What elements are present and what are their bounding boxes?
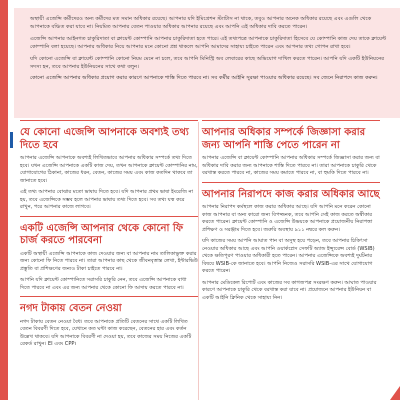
left-column [20,120,198,353]
section-paragraph: একটি অস্থায়ী এজেন্সি আপনাকে কাজ দেওয়ার জন্য বা আপনার নাম তালিকাভুক্ত করার জন্য কোনো ফি নিতে পারবে না। তারা আপনার কাছ থেকে জীবনবৃত্তান্ত লেখা, ইন্টারভিউ প্রস্তুতি বা প্রশিক্ষণের জন্যও টাকা চাইতে পারবে না। [20,250,198,272]
section-paragraph: আপনার এজেন্সি বা ক্লায়েন্ট কোম্পানি আপনার অধিকার সম্পর্কে জিজ্ঞাসা করার জন্য বা অধিকার দাবি করার জন্য আপনাকে শাস্তি দিতে পারবে না। তারা আপনাকে চাকুরি থেকে বরখাস্ত করতে পারবে না, কাজের সময় কমাতে পারবে না, বা হুমকি দিতে পারবে না। [202,155,380,176]
section-paragraph: যদি কাজের সময় আপনি আঘাত পান বা অসুস্থ হয়ে পড়েন, তবে আপনার চিকিৎসা নেওয়ার অধিকার আছে এবং আপনি ওয়ার্কপ্লেস সেফটি অ্যান্ড ইন্স্যুরেন্স বোর্ড (WSIB) থেকে ক্ষতিপূরণ পাওয়ার অধিকারী হতে পারেন। আপনার এজেন্সিকে অবশ্যই দুর্ঘটনার বিষয়ে WSIB-কে জানাতে হবে। আপনি নিজেও সরাসরি WSIB-এর সাথে যোগাযোগ করতে পারেন। [202,238,375,274]
section-no-reprisal [202,120,380,178]
column-separator [198,122,199,400]
section-heading: আপনার নিরাপদে কাজ করার অধিকার আছে [202,182,380,202]
section-heading: যে কোনো এজেন্সি আপনাকে অবশ্যই তথ্য দিতে হবে [20,120,198,152]
section-paragraph: আপনার মেডিকেল রিপোর্ট এবং কাজের সব কাগজপত্র সংরক্ষণ করুন। আঘাত পাওয়ার কারণে আপনাকে চাকুরি থেকে বরখাস্ত করা যাবে না। প্রয়োজনে আপনার ইউনিয়ন বা একটি আইনি ক্লিনিক থেকে সাহায্য নিন। [202,279,377,301]
section-no-fees [20,216,198,293]
section-heading: আপনার অধিকার সম্পর্কে জিজ্ঞাসা করার জন্য আপনি শাস্তি পেতে পারেন না [202,120,380,152]
intro-paragraph: এজেন্সি আপনার আইনগত চাকুরিদাতা বা ক্লায়েন্ট কোম্পানি আপনার চাকুরিদাতা হতে পারে। এই তথ্যপত্রে আপনাকে চাকুরিদাতা হিসেবে যে কোম্পানি কাজ দেয় তাকে ক্লায়েন্ট কোম্পানি বলা হয়েছে। আপনার অধিকার নিয়ে আপনার মনে কোনো প্রশ্ন থাকলে আপনি আমাদের সাহায্য চাইতে পারেন এবং আপনার তথ্য গোপন রাখা হবে। [30,35,387,50]
intro-paragraph: কোনো এজেন্সি আপনার অধিকার প্রয়োগ করার কারণে আপনাকে শাস্তি দিতে পারবে না। সব কর্মীর আইনি সুরক্ষা পাওয়ার অধিকার রয়েছে। সব জেনে নিরাপদে কাজ করুন। [30,75,378,82]
section-cash-pay [20,296,198,349]
corner-accent [390,386,400,400]
section-heading: নগদ টাকায় বেতন নেওয়া [20,296,198,316]
intro-box [14,8,400,118]
intro-paragraph: অস্থায়ী এজেন্সি কর্মীদেরও অন্য কর্মীদের মত সমান অধিকার রয়েছে। আপনার যদি ইমিগ্রেশন স্ট্যাটাস না থাকে, তবুও আপনার অনেক অধিকার রয়েছে এবং এগুলি থেকে আপনাকে বঞ্চিত করা যাবে না। নিয়মিত আপনার বেতন পাওয়ার অধিকার আপনার রয়েছে এবং আপনি এই অধিকার দাবি করতে পারেন। [30,16,372,30]
section-paragraph: আপনার এজেন্সি আপনাকে অবশ্যই লিখিতভাবে আপনার অধিকার সম্পর্কে তথ্য দিতে হবে। যখন এজেন্সি আপনাকে একটি কাজ দেয়, তখন আপনাকে ক্লায়েন্ট কোম্পানির নাম, যোগাযোগের ঠিকানা, কাজের ধরন, বেতন, কাজের সময় এবং কাজ কতদিন থাকবে তা জানাতে হবে। [20,155,198,184]
section-paragraph: আপনার নিরাপদ কর্মস্থলে কাজ করার অধিকার আছে। যদি আপনি মনে করেন কোনো কাজ আপনার বা অন্য কারো জন্য বিপজ্জনক, তবে আপনি সেই কাজ করতে অস্বীকার করতে পারেন। ক্লায়েন্ট কোম্পানি ও এজেন্সি উভয়কে আপনাকে প্রয়োজনীয় নিরাপত্তা প্রশিক্ষণ ও সরঞ্জাম দিতে হবে। জরুরি অবস্থায় ৯১১ নম্বরে কল করুন। [202,204,373,233]
section-safe-work [202,182,380,303]
section-heading: একটি এজেন্সি আপনার থেকে কোনো ফি চার্জ করতে পারবেনা [20,216,198,248]
left-blue-marker [10,132,13,148]
section-info-required [20,120,198,212]
intro-paragraph: যদি কোনো এজেন্সি বা ক্লায়েন্ট কোম্পানি কোনো নিয়ম মেনে না চলে, তবে আপনি মিনিস্ট্রি অব লেবারের কাছে অভিযোগ দাখিল করতে পারেন। আপনি যদি একটি ইউনিয়নের সদস্য হন, তবে আপনার ইউনিয়নের সাথে কথা বলুন। [30,55,385,70]
right-column [202,120,380,306]
left-red-accent-bar [0,0,8,400]
section-paragraph: এই তথ্য আপনার বোঝার মতো ভাষায় দিতে হবে। যদি আপনার প্রথম ভাষা ইংরেজি না হয়, তবে এজেন্সিকে সম্ভব হলে আপনার ভাষায় তথ্য দিতে হবে। সব তথ্য যত্ন করে রাখুন, পরে আপনার কাজে লাগবে। [20,189,194,210]
section-paragraph: আপনি যদি ক্লায়েন্ট কোম্পানিতে সরাসরি চাকুরি নেন, তবে এজেন্সি আপনাকে বাধা দিতে পারবে না এবং এর জন্য আপনার থেকে কোনো ফি আদায় করতে পারবে না। [20,277,187,291]
section-paragraph: নগদ টাকায় বেতন নেওয়া বৈধ। তবে আপনাকে প্রতিটি বেতনের সাথে একটি লিখিত বেতন বিবরণী দিতে হবে, যেখানে কত ঘন্টা কাজ করেছেন, বেতনের হার এবং কর্তন উল্লেখ থাকবে। যদি আপনাকে বিবরণী না দেওয়া হয়, তবে কাজের সময় নিজের একটি রেকর্ড রাখুন। EI এবং CPP। [20,318,192,347]
